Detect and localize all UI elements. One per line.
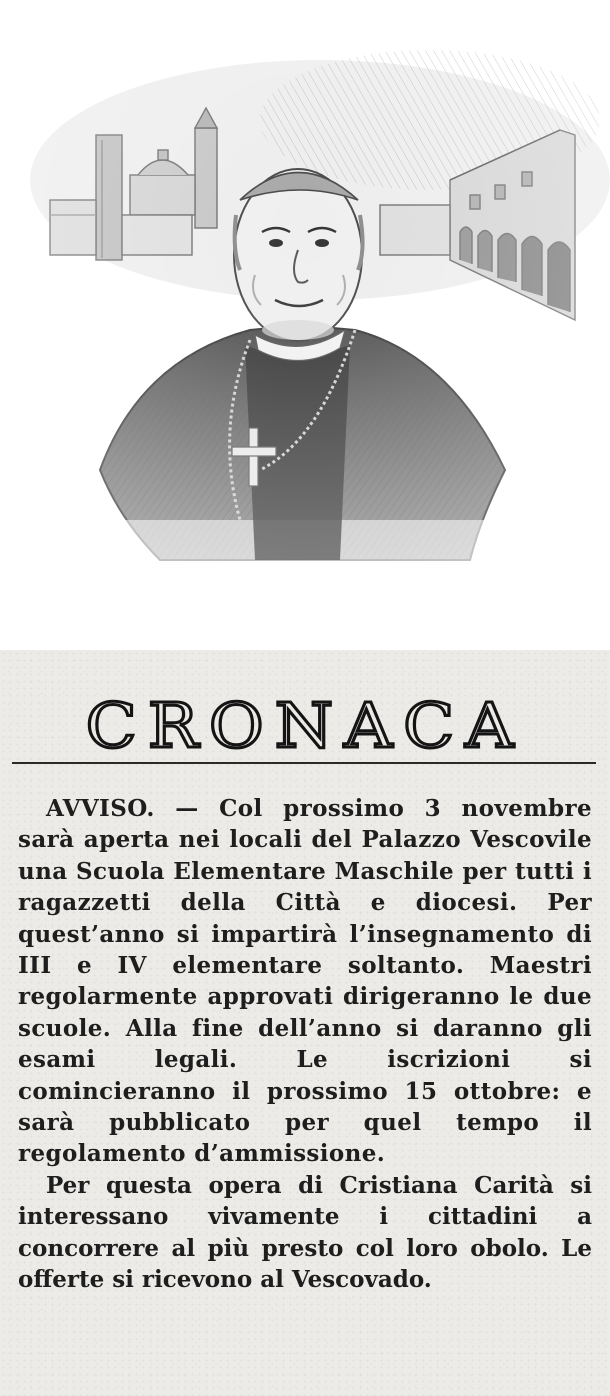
- bishop-portrait-sketch: [0, 0, 610, 650]
- bishop-portrait-illustration: [0, 0, 610, 650]
- section-masthead: CRONACA: [85, 689, 525, 762]
- article-paragraph-appeal: Per questa opera di Cristiana Carità si interessano vivamente i cittadini a concorrere al più presto col loro obolo. Le offerte si ricevono al Vescovado.: [18, 1171, 592, 1294]
- article-body: [18, 793, 592, 1296]
- masthead-divider: [12, 762, 596, 764]
- article-paragraph-notice: AVVISO. — Col prossimo 3 novembre sarà aperta nei locali del Palazzo Vescovile una Scuola Elementare Maschile per tutti i ragazzetti della Città e diocesi. Per quest’anno si impartirà l’insegnamento di III e IV elementare soltanto. Maestri regolarmente approvati dirigeranno le due scuole. Alla fine dell’anno si daranno gli esami legali. Le iscrizioni si comincieranno il prossimo 15 ottobre: e sarà pubblicato per quel tempo il regolamento d’ammissione.: [18, 795, 592, 1168]
- newspaper-clipping: [0, 650, 610, 1396]
